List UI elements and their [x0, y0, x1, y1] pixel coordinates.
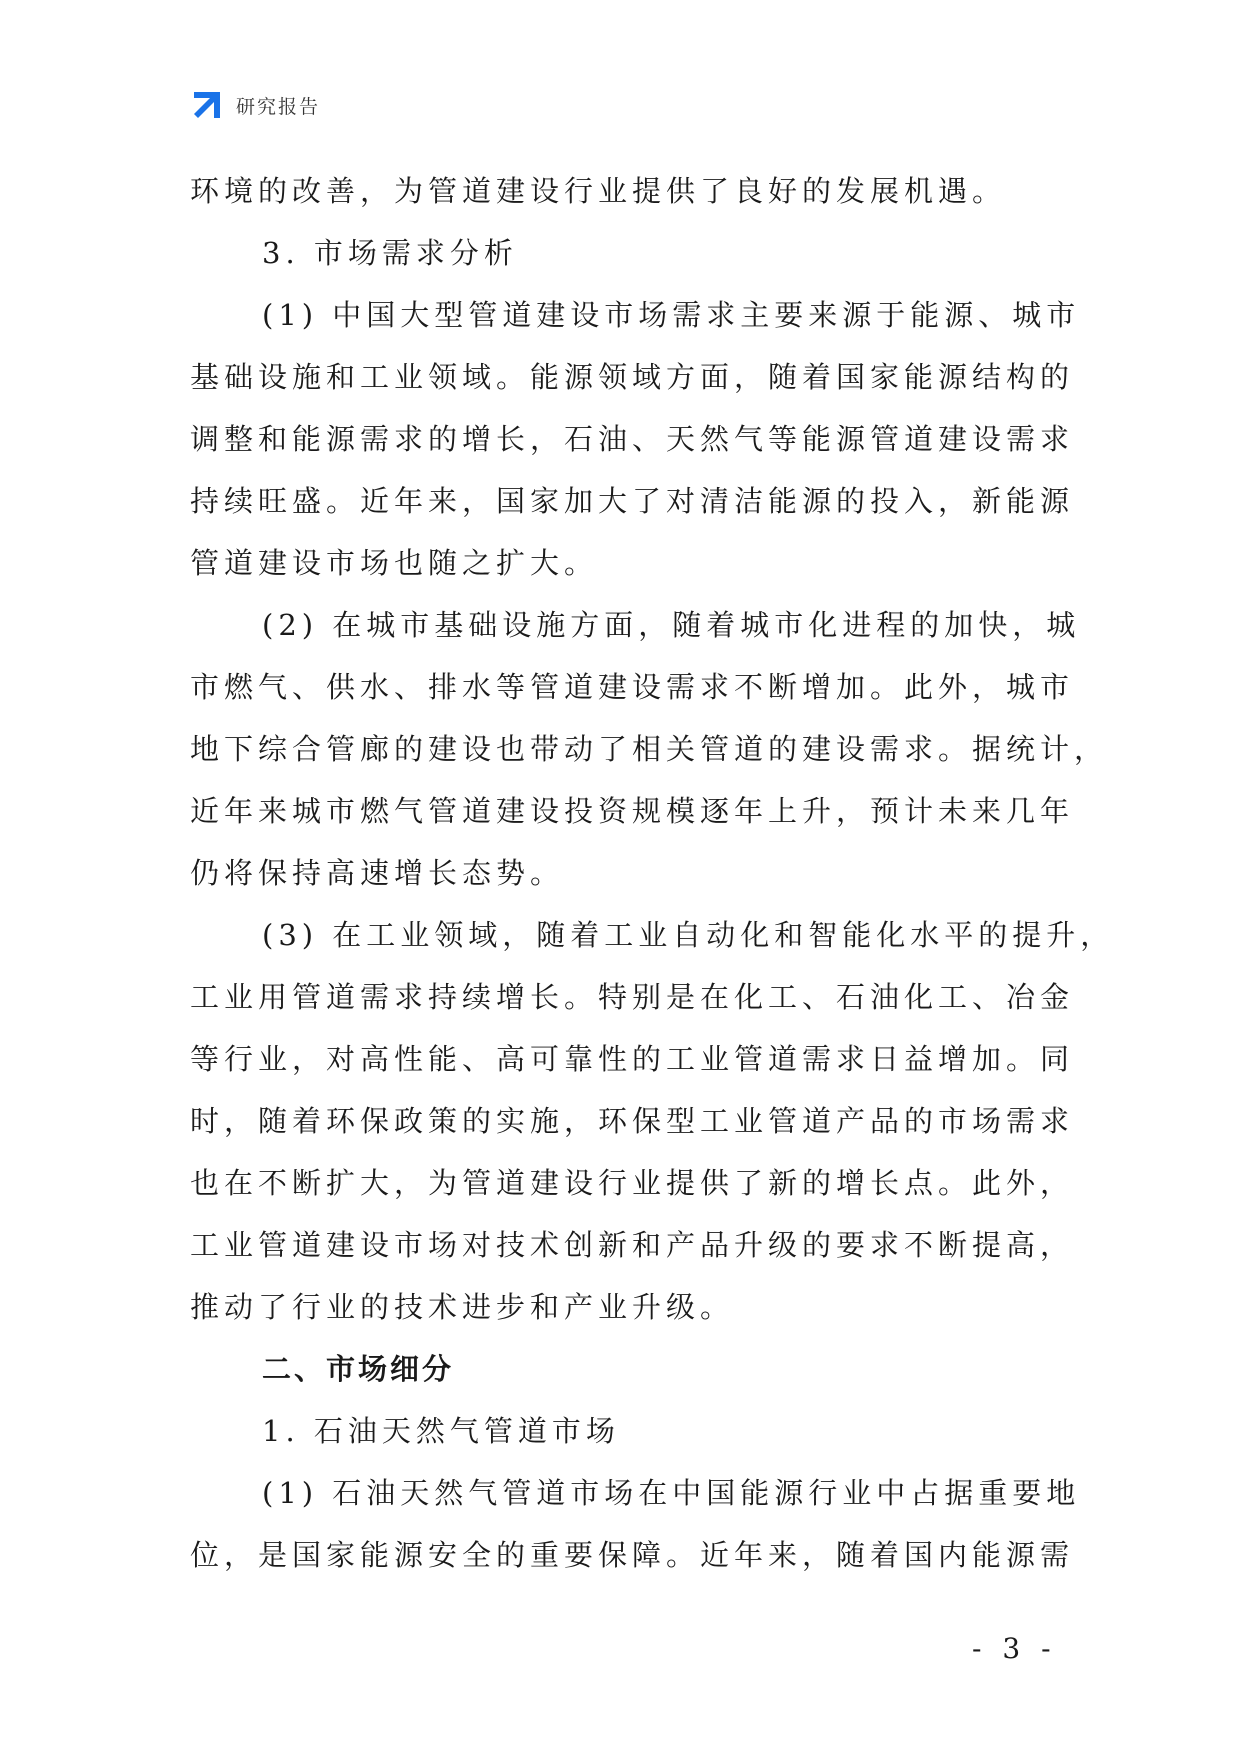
page-number: - 3 - — [972, 1632, 1057, 1665]
text-line: 持续旺盛。近年来，国家加大了对清洁能源的投入，新能源 — [190, 484, 1075, 518]
text-line: 环境的改善，为管道建设行业提供了良好的发展机遇。 — [190, 174, 1007, 208]
subsection-title: 1. 石油天然气管道市场 — [262, 1414, 620, 1448]
section-heading: 二、市场细分 — [262, 1352, 455, 1386]
text-line: 位，是国家能源安全的重要保障。近年来，随着国内能源需 — [190, 1538, 1075, 1572]
paragraph-4 — [190, 1462, 1081, 1586]
paragraph-1 — [190, 284, 1081, 594]
text-line: 地下综合管廊的建设也带动了相关管道的建设需求。据统计， — [190, 732, 1109, 766]
document-body — [190, 160, 1115, 1586]
text-line: 也在不断扩大，为管道建设行业提供了新的增长点。此外， — [190, 1166, 1075, 1200]
text-line: 仍将保持高速增长态势。 — [190, 856, 565, 890]
text-line: (1) 中国大型管道建设市场需求主要来源于能源、城市 — [262, 298, 1081, 332]
text-line: 近年来城市燃气管道建设投资规模逐年上升，预计未来几年 — [190, 794, 1075, 828]
paragraph-3 — [190, 904, 1115, 1338]
text-line: (3) 在工业领域，随着工业自动化和智能化水平的提升， — [262, 918, 1115, 952]
paragraph-2 — [190, 594, 1109, 904]
text-line: 时，随着环保政策的实施，环保型工业管道产品的市场需求 — [190, 1104, 1075, 1138]
text-line: 工业用管道需求持续增长。特别是在化工、石油化工、冶金 — [190, 980, 1075, 1014]
section-title: 3. 市场需求分析 — [262, 236, 518, 270]
text-line: 基础设施和工业领域。能源领域方面，随着国家能源结构的 — [190, 360, 1075, 394]
text-line: 推动了行业的技术进步和产业升级。 — [190, 1290, 735, 1324]
text-line: (1) 石油天然气管道市场在中国能源行业中占据重要地 — [262, 1476, 1081, 1510]
page-header — [190, 88, 320, 122]
text-line: 市燃气、供水、排水等管道建设需求不断增加。此外，城市 — [190, 670, 1075, 704]
text-line: 管道建设市场也随之扩大。 — [190, 546, 599, 580]
text-line: 调整和能源需求的增长，石油、天然气等能源管道建设需求 — [190, 422, 1075, 456]
report-logo-icon — [190, 88, 224, 122]
header-title: 研究报告 — [236, 95, 321, 118]
text-line: 工业管道建设市场对技术创新和产品升级的要求不断提高， — [190, 1228, 1075, 1262]
text-line: (2) 在城市基础设施方面，随着城市化进程的加快，城 — [262, 608, 1081, 642]
text-line: 等行业，对高性能、高可靠性的工业管道需求日益增加。同 — [190, 1042, 1075, 1076]
